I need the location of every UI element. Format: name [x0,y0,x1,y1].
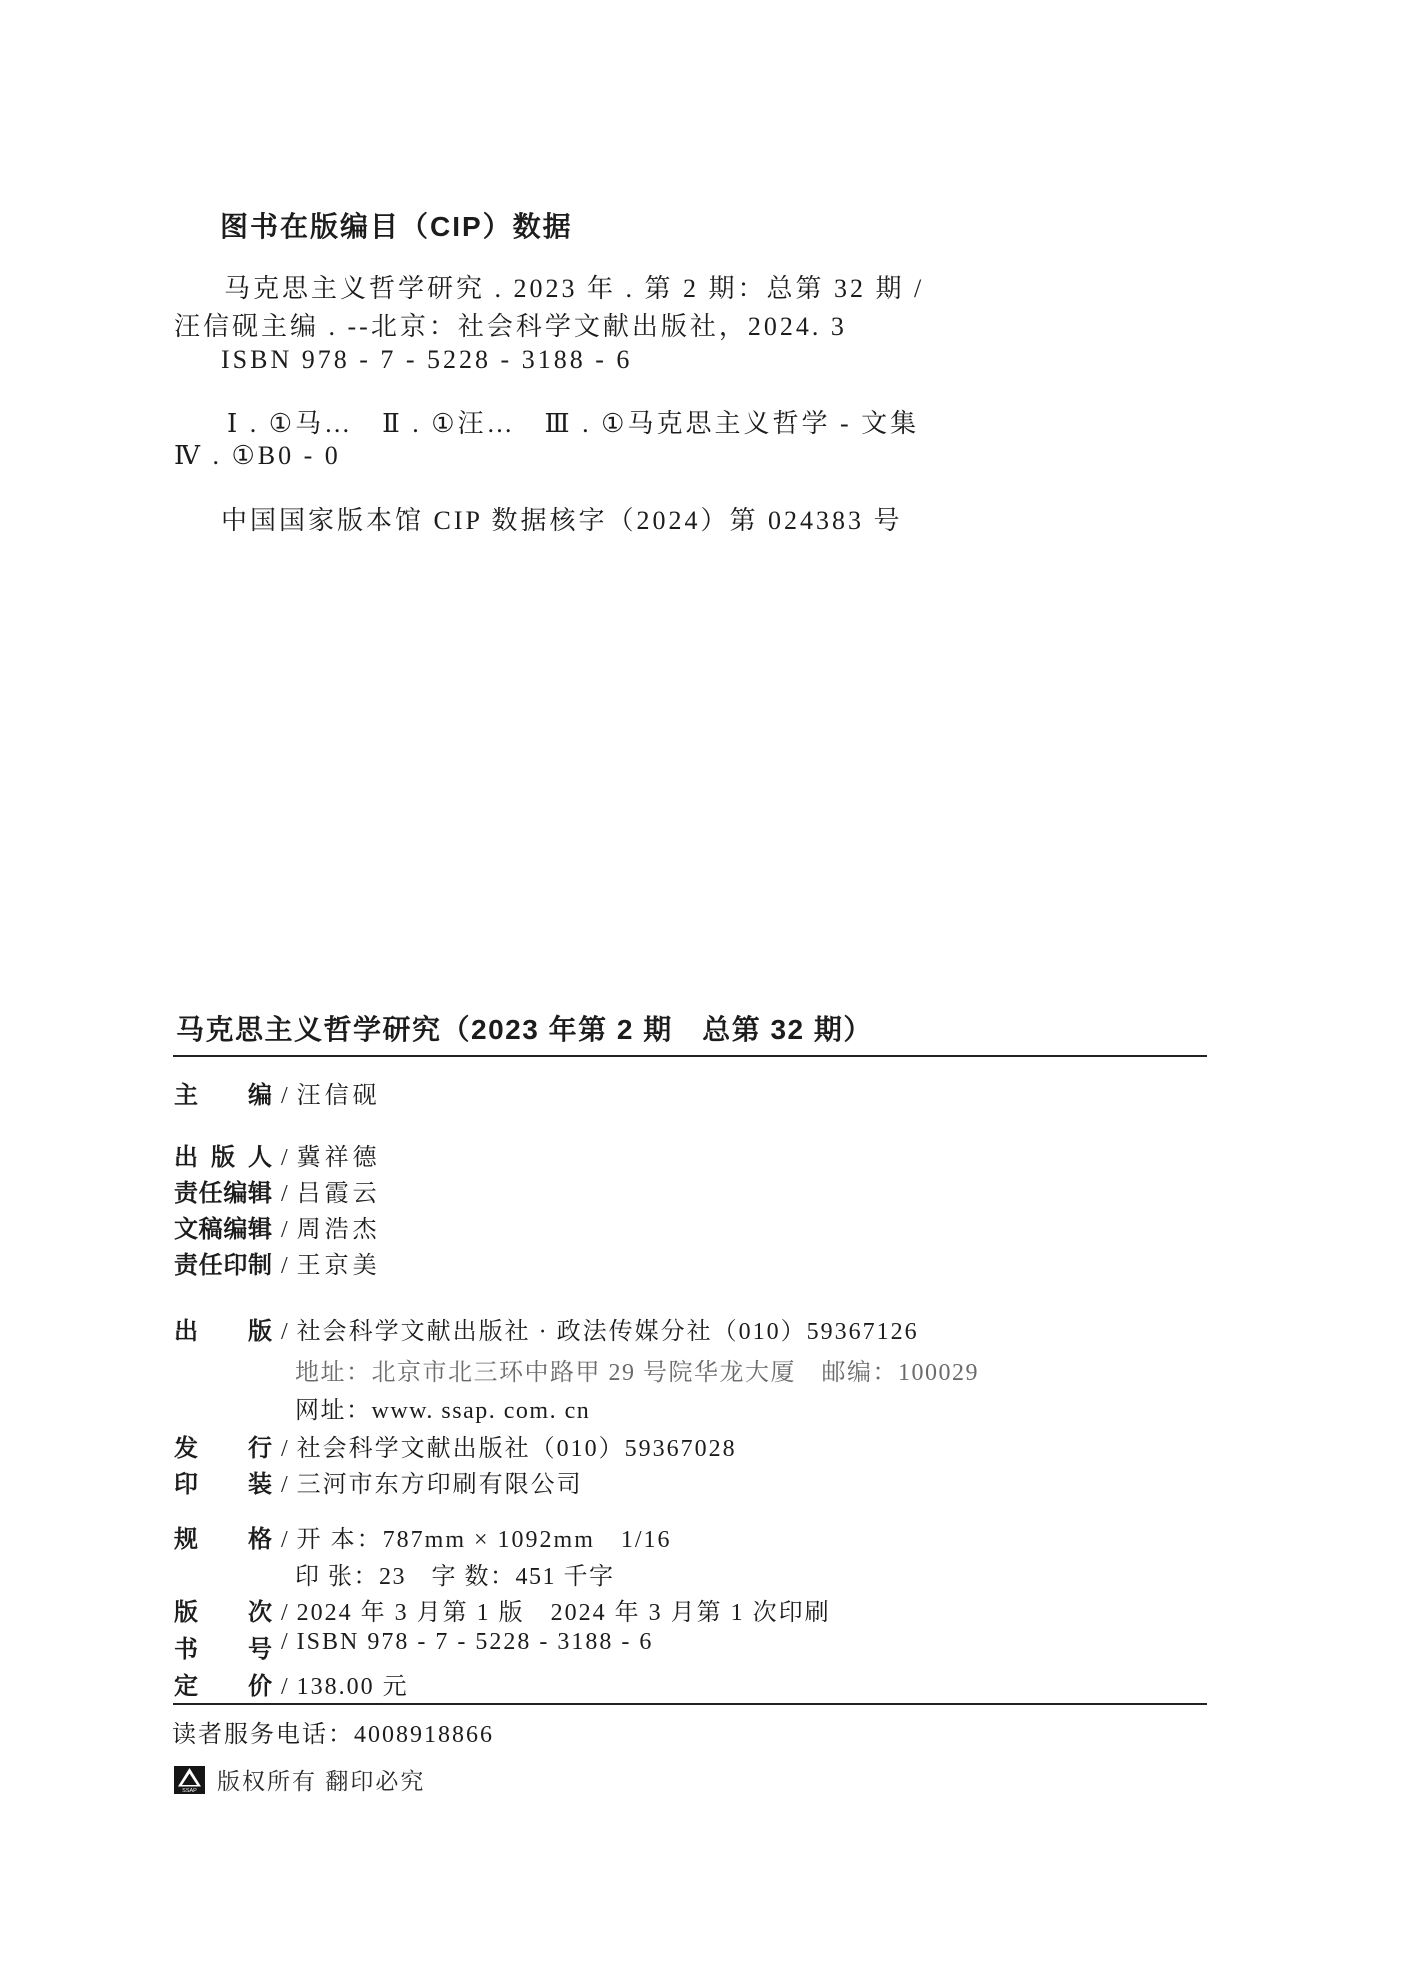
field-separator: / [281,1436,288,1462]
field-label: 发行 [174,1436,272,1462]
field-separator: / [281,1629,288,1655]
field-value: 社会科学文献出版社 · 政法传媒分社（010）59367126 [296,1319,919,1345]
field-row-publisher [174,1311,919,1346]
cip-entry-line-1: 马克思主义哲学研究 . 2023 年 . 第 2 期：总第 32 期 / [224,274,925,303]
publisher-website-line: 网址：www. ssap. com. cn [295,1398,591,1424]
field-value: 冀祥德 [296,1145,381,1171]
cip-classification-line-2: Ⅳ . ①B0 - 0 [174,441,341,470]
field-row-responsible-editor [174,1173,381,1208]
field-separator: / [281,1472,288,1498]
field-value: 吕霞云 [296,1181,381,1207]
ssap-publisher-logo-icon [174,1765,205,1795]
colophon-title: 马克思主义哲学研究（2023 年第 2 期 总第 32 期） [176,1014,873,1045]
cip-entry-line-2: 汪信砚主编 . --北京：社会科学文献出版社，2024. 3 [174,312,847,341]
field-value: ISBN 978 - 7 - 5228 - 3188 - 6 [296,1629,654,1655]
field-label: 文稿编辑 [174,1217,272,1243]
cip-isbn-line: ISBN 978 - 7 - 5228 - 3188 - 6 [221,345,633,374]
field-label: 定价 [174,1674,272,1700]
field-label: 书号 [174,1637,272,1663]
field-label: 主编 [174,1083,272,1109]
reader-service-phone: 读者服务电话：4008918866 [172,1722,494,1748]
cip-classification-line-1: Ⅰ . ①马… Ⅱ . ①汪… Ⅲ . ①马克思主义哲学 - 文集 [227,409,920,438]
publisher-address-line: 地址：北京市北三环中路甲 29 号院华龙大厦 邮编：100029 [295,1360,979,1386]
field-value: 社会科学文献出版社（010）59367028 [296,1436,737,1462]
field-separator: / [281,1217,288,1243]
field-label: 责任编辑 [174,1181,272,1207]
format-sheets-wordcount-line: 印 张：23 字 数：451 千字 [295,1564,615,1590]
field-label: 版次 [174,1600,272,1626]
field-row-printing [174,1464,583,1499]
field-label: 印装 [174,1472,272,1498]
field-row-price [174,1666,409,1701]
field-separator: / [281,1319,288,1345]
field-value: 138.00 元 [296,1674,409,1700]
copyright-row [174,1763,425,1796]
field-value: 汪信砚 [296,1083,381,1109]
field-separator: / [281,1083,288,1109]
field-label: 出版人 [174,1145,272,1171]
copyright-notice: 版权所有 翻印必究 [217,1768,426,1794]
field-row-chief-editor [174,1075,381,1110]
field-row-book-number [174,1629,653,1664]
field-label: 规格 [174,1527,272,1553]
field-separator: / [281,1181,288,1207]
field-separator: / [281,1674,288,1700]
title-divider-rule [173,1055,1207,1057]
field-separator: / [281,1600,288,1626]
field-value: 王京美 [296,1253,381,1279]
field-row-manuscript-editor [174,1209,381,1244]
cip-record-number-line: 中国国家版本馆 CIP 数据核字（2024）第 024383 号 [221,506,903,535]
field-row-publisher-person [174,1137,381,1172]
field-label: 出版 [174,1319,272,1345]
field-value: 2024 年 3 月第 1 版 2024 年 3 月第 1 次印刷 [296,1600,831,1626]
field-separator: / [281,1253,288,1279]
field-separator: / [281,1527,288,1553]
field-label: 责任印制 [174,1253,272,1279]
field-row-distribution [174,1428,737,1463]
footer-divider-rule [173,1703,1207,1705]
field-row-print-supervisor [174,1245,381,1280]
field-value: 开 本：787mm × 1092mm 1/16 [296,1527,672,1553]
cip-header: 图书在版编目（CIP）数据 [220,211,573,242]
field-row-edition [174,1592,831,1627]
field-value: 周浩杰 [296,1217,381,1243]
field-row-format [174,1519,672,1554]
field-separator: / [281,1145,288,1171]
svg-text:SSAP: SSAP [182,1787,197,1794]
field-value: 三河市东方印刷有限公司 [296,1472,583,1498]
